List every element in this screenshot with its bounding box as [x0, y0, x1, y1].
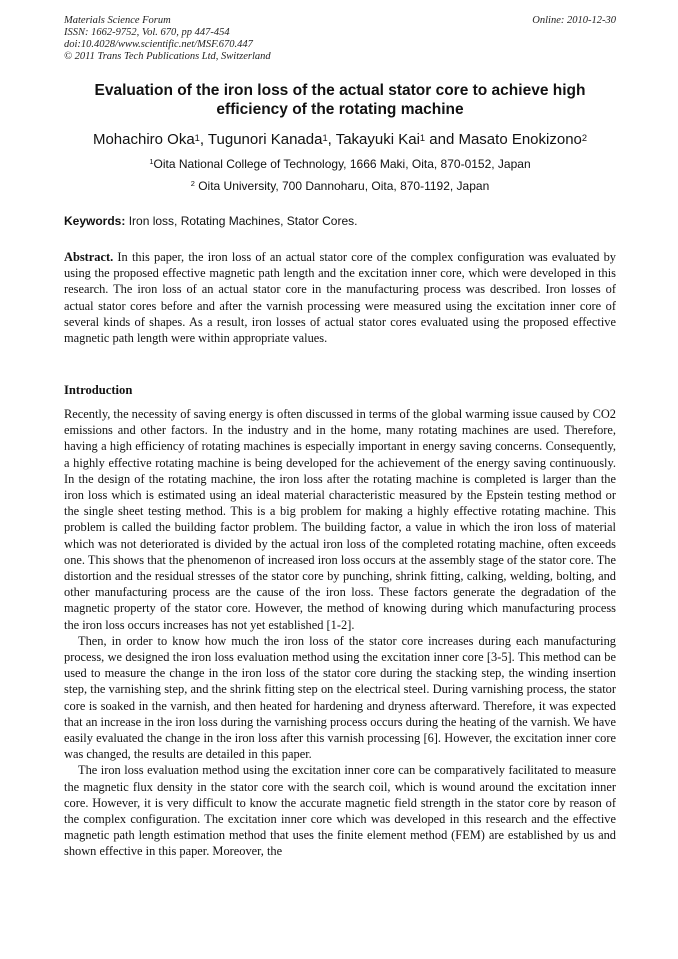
journal-header	[64, 15, 616, 63]
author: Tugunori Kanada$^1$,	[207, 131, 336, 148]
author: Masato Enokizono$^2$	[458, 131, 588, 148]
introduction-body	[64, 406, 616, 860]
paragraph: The iron loss evaluation method using the excitation inner core can be comparatively facilitated to measure the magnetic flux density in the stator core with the search coil, which is wound around the excitation inner core. However, it is very difficult to know the accurate magnetic field strength in the stator core by reason of the complex configuration. The excitation inner core which was developed in this research and the effective magnetic path length estimation method that uses the finite element method (FEM) are established by us and shown effective in this paper. Moreover, the	[64, 763, 616, 859]
author: Takayuki Kai$^1$ and	[335, 131, 459, 148]
abstract-text: In this paper, the iron loss of an actual stator core of the complex configuration was evaluated by using the proposed effective magnetic path length and the excitation inner core, which were developed in this research. The iron loss of an actual stator core in the manufacturing process was described. Iron losses of actual stator cores before and after the varnish processing were measured using the excitation inner core of several kinds of shapes. As a result, iron losses of actual stator cores evaluated using the proposed effective magnetic path length were within appropriate values.	[64, 250, 616, 346]
affiliation-2: $^2$ Oita University, 700 Dannoharu, Oita, 870-1192, Japan	[190, 179, 490, 193]
affiliation-1: $^1$Oita National College of Technology, 1666 Maki, Oita, 870-0152, Japan	[149, 157, 531, 171]
keywords-text: Iron loss, Rotating Machines, Stator Cores.	[125, 214, 358, 228]
section-heading-introduction: Introduction	[64, 383, 133, 397]
paper-title: Evaluation of the iron loss of the actual stator core to achieve high efficiency of the rotating machine	[94, 82, 586, 118]
author: Mohachiro Oka$^1$,	[92, 131, 208, 148]
doi-line: doi:10.4028/www.scientific.net/MSF.670.447	[64, 39, 253, 50]
abstract-label: Abstract.	[64, 250, 114, 264]
author-list	[40, 130, 640, 150]
journal-name: Materials Science Forum	[64, 15, 171, 26]
paragraph: Then, in order to know how much the iron loss of the stator core increases during each manufacturing process, we designed the iron loss evaluation method using the excitation inner core [3-5]. This method can be used to measure the change in the iron loss of the stator core during the stacking step, the winding insertion step, the varnishing step, and the shrink fitting step on the electrical steel. During varnishing process, the stator core is soaked in the varnish, and then heated for hardening and dryness afterward. Therefore, it was expected that an increase in the iron loss during the varnishing process occurs during the heating of the varnish. We have easily evaluated the change in the iron loss after this varnish processing [6]. However, the excitation inner core was changed, the results are detailed in this paper.	[64, 633, 616, 762]
issn-line: ISSN: 1662-9752, Vol. 670, pp 447-454	[64, 27, 230, 38]
online-date: Online: 2010-12-30	[532, 15, 616, 26]
copyright-line: © 2011 Trans Tech Publications Ltd, Switzerland	[64, 51, 271, 62]
paragraph: Recently, the necessity of saving energy is often discussed in terms of the global warming issue caused by CO2 emissions and other factors. In the industry and in the home, many rotating machines are used. Therefore, having a high efficiency of rotating machines is especially important in energy saving concerns. Consequently, a highly effective rotating machine is being developed for the achievement of the energy saving continuously. In the design of the rotating machine, the iron loss after the rotating machine is completed is larger than the iron loss which is estimated using an ideal material characteristic measured by the Epstein testing method or the single sheet testing method. This is a big problem for making a highly effective rotating machine. This problem is called the building factor problem. The building factor, a value in which the iron loss of material which was not deteriorated is divided by the actual iron loss of the completed rotating machine, often exceeds one. This shows that the phenomenon of increased iron loss occurs at the assembly stage of the stator core. The distortion and the residual stresses of the stator core by punching, shrink fitting, calking, welding, bolting, and other manufacturing process are the cause of the iron loss. These factors generate the degradation of the magnetic property of the stator core. However, the method of knowing during which manufacturing process the iron loss occurs increases has not yet established [1-2].	[64, 407, 616, 632]
abstract	[64, 249, 616, 346]
keywords-label: Keywords:	[64, 214, 126, 228]
keywords	[64, 213, 616, 229]
